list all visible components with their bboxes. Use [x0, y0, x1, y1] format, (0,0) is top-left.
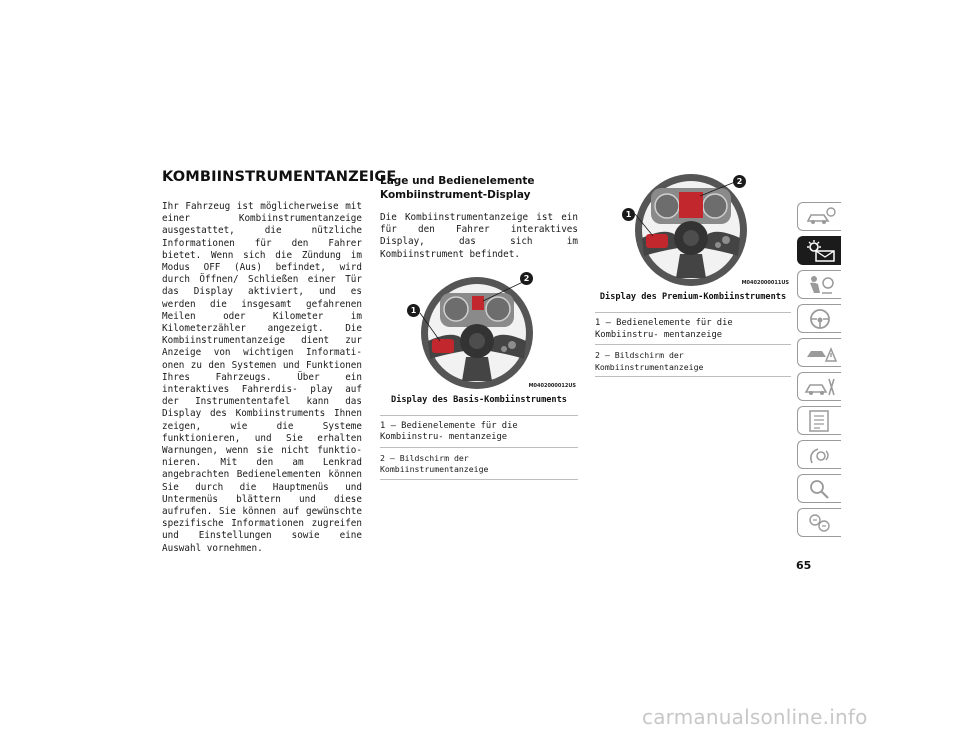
- tab-languages[interactable]: [797, 508, 841, 537]
- steering-wheel-basic-illustration: [380, 271, 578, 391]
- callout-2-badge: 2: [733, 175, 746, 188]
- left-column: [162, 168, 397, 555]
- figure-caption: Display des Premium-Kombiinstruments: [599, 292, 787, 302]
- figure-code: M0402000011US: [741, 280, 789, 286]
- multimedia-icon: [802, 443, 838, 467]
- tab-multimedia[interactable]: [797, 440, 841, 469]
- safety-airbag-icon: [802, 273, 838, 297]
- emergency-road-icon: [802, 341, 838, 365]
- legend-item: 1 – Bedienelemente für die Kombiinstru- mentanzeige: [595, 313, 791, 345]
- callout-2-badge: 2: [520, 272, 533, 285]
- subsection-heading-line1: Lage und Bedienelemente: [380, 175, 535, 187]
- legend-item: 2 – Bildschirm der Kombiinstrumentanzeige: [595, 345, 791, 377]
- cluster-controls-highlight: [646, 234, 668, 248]
- steering-wheel-start-icon: [802, 307, 838, 331]
- section-heading: KOMBIINSTRUMENTANZEIGE: [162, 168, 397, 185]
- callout-1-badge: 1: [407, 304, 420, 317]
- right-column: [595, 168, 791, 377]
- tab-service[interactable]: [797, 372, 841, 401]
- callout-1-badge: 1: [622, 208, 635, 221]
- service-tools-icon: [802, 375, 838, 399]
- specifications-list-icon: [802, 409, 838, 433]
- watermark: carmanualsonline.info: [642, 705, 868, 729]
- tab-starting-operating[interactable]: [797, 304, 841, 333]
- basic-cluster-figure: [380, 271, 578, 391]
- subsection-heading-line2: Kombiinstrument-Display: [380, 189, 531, 201]
- display-screen-highlight: [472, 296, 484, 310]
- intro-paragraph: Ihr Fahrzeug ist möglicherweise mit einer Kombiinstrumentanzeige ausgestattet, die nützliche Informationen für den Fahrer bietet. Wenn sich die Zündung im Modus OFF (Aus) befindet, wird durch Öffnen/ Schließen einer Tür das Display aktiviert, und es werden die insgesamt gefahrenen Meilen oder Kilometer im Kilometerzähler angezeigt. Die Kombiinstrumentanzeige dient zur Anzeige von wichtigen Informati- onen zu den Systemen und Funktionen Ihres Fahrzeugs. Über ein interaktives Fahrerdis- play auf der Instrumententafel kann das Display des Kombiinstruments Ihnen zeigen, wie die Systeme funktionieren, und Sie erhalten Warnungen, wenn sie nicht funktio- nieren. Mit den am Lenkrad angebrachten Bedienelementen können Sie durch die Hauptmenüs und Untermenüs blättern und diese aufrufen. Sie können auf gewünschte spezifische Informationen zugreifen und Einstellungen sowie eine Auswahl vornehmen.: [162, 201, 362, 554]
- middle-column: [380, 168, 578, 480]
- cluster-controls-highlight: [432, 339, 454, 353]
- index-search-icon: [802, 477, 838, 501]
- steering-wheel-premium-illustration: [595, 168, 791, 288]
- figure-caption: Display des Basis-Kombiinstruments: [391, 394, 567, 405]
- figure-legend: [380, 415, 578, 480]
- page-number: 65: [796, 559, 812, 572]
- display-screen-highlight: [679, 192, 703, 218]
- tab-index[interactable]: [797, 474, 841, 503]
- chapter-tabs: [797, 202, 841, 542]
- legend-item: 2 – Bildschirm der Kombiinstrumentanzeige: [380, 448, 578, 480]
- tab-safety[interactable]: [797, 270, 841, 299]
- tab-specifications[interactable]: [797, 406, 841, 435]
- tab-warning-lights[interactable]: [797, 236, 841, 265]
- subsection-heading: [380, 174, 578, 202]
- premium-cluster-figure: [595, 168, 791, 288]
- car-info-icon: [802, 205, 838, 229]
- figure-code: M0402000012US: [528, 382, 576, 389]
- tab-car-info[interactable]: [797, 202, 841, 231]
- legend-item: 1 – Bedienelemente für die Kombiinstru- mentanzeige: [380, 416, 578, 448]
- languages-icon: [802, 511, 838, 535]
- subsection-paragraph: Die Kombiinstrumentanzeige ist ein für den Fahrer interaktives Display, das sich im Kombiinstrument befindet.: [380, 212, 578, 260]
- tab-emergency[interactable]: [797, 338, 841, 367]
- figure-legend: [595, 312, 791, 377]
- warning-light-message-icon: [802, 239, 838, 263]
